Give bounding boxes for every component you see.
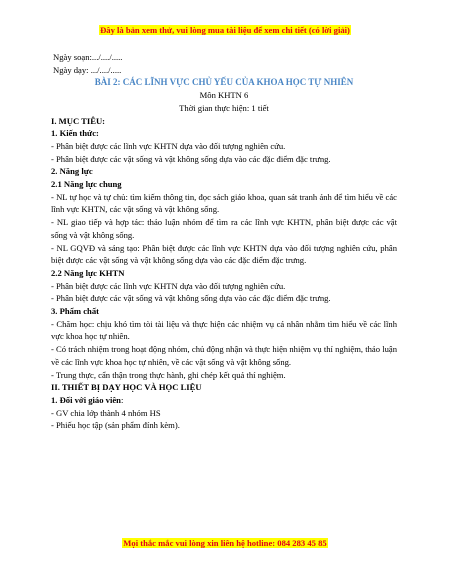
knowledge-item: - Phân biệt được các vật sống và vật không sống dựa vào các đặc điểm đặc trưng.	[51, 153, 331, 164]
quality-item: - Trung thực, cẩn thận trong thực hành, ghi chép kết quả thí nghiệm.	[51, 369, 286, 380]
teacher-heading: 1. Đối với giáo viên	[51, 394, 121, 405]
teacher-item: - Phiếu học tập (sản phẩm đính kèm).	[51, 420, 180, 431]
general-competence-heading: 2.1 Năng lực chung	[51, 179, 122, 190]
preview-notice-banner	[0, 25, 450, 35]
general-competence-item: - NL giao tiếp và hợp tác: thảo luận nhóm để tìm ra các lĩnh vực KHTN, phân biệt được các vật sống và vật không sống.	[51, 217, 397, 240]
hotline-banner	[0, 538, 450, 548]
subject-line: Môn KHTN 6	[199, 90, 249, 101]
teacher-item: - GV chia lớp thành 4 nhóm HS	[51, 407, 161, 418]
general-competence-item: - NL tự học và tự chủ: tìm kiếm thông tin, đọc sách giáo khoa, quan sát tranh ảnh để tìm hiểu về các lĩnh vực KHTN, các vật sống và vật không sống.	[51, 191, 397, 215]
knowledge-heading: 1. Kiến thức:	[51, 128, 99, 139]
lesson-title: BÀI 2: CÁC LĨNH VỰC CHỦ YẾU CỦA KHOA HỌC TỰ NHIÊN	[94, 77, 354, 88]
equipment-heading: II. THIẾT BỊ DẠY HỌC VÀ HỌC LIỆU	[51, 382, 202, 393]
preview-notice-text: Đây là bản xem thử, vui lòng mua tài liệu để xem chi tiết (có lời giải)	[100, 25, 350, 35]
duration-line: Thời gian thực hiện: 1 tiết	[179, 102, 269, 113]
khtn-competence-heading: 2.2 Năng lực KHTN	[51, 267, 125, 278]
knowledge-item: - Phân biệt được các lĩnh vực KHTN dựa vào đối tượng nghiên cứu.	[51, 140, 286, 151]
khtn-competence-item: - Phân biệt được các vật sống và vật không sống dựa vào các đặc điểm đặc trưng.	[51, 293, 331, 304]
quality-item: - Có trách nhiệm trong hoạt động nhóm, chủ động nhận và thực hiện nhiệm vụ thí nghiệm, thảo luận về các lĩnh vực khoa học tự nhiên, về các vật sống và vật không sống.	[51, 344, 397, 367]
lesson-plan-body	[51, 51, 397, 432]
competence-heading: 2. Năng lực	[51, 166, 93, 177]
quality-item: - Chăm học: chịu khó tìm tòi tài liệu và thực hiện các nhiệm vụ cá nhân nhằm tìm hiểu về các lĩnh vực khoa học tự nhiên.	[51, 318, 397, 342]
hotline-text: Mọi thắc mắc vui lòng xin liên hệ hotline: 084 283 45 85	[123, 538, 327, 548]
prepared-date: Ngày soạn:.../..../.....	[53, 52, 123, 62]
objectives-heading: I. MỤC TIÊU:	[51, 115, 106, 126]
general-competence-item: - NL GQVĐ và sáng tạo: Phân biệt được các lĩnh vực KHTN dựa vào đối tượng nghiên cứu, phân biệt được các vật sống và vật không sống dựa vào các đặc điểm đặc trưng.	[51, 242, 397, 266]
quality-heading: 3. Phẩm chất	[51, 306, 99, 317]
teacher-heading-line	[51, 394, 397, 407]
khtn-competence-item: - Phân biệt được các lĩnh vực KHTN dựa vào đối tượng nghiên cứu.	[51, 280, 286, 291]
taught-date: Ngày dạy: .../..../.....	[53, 64, 122, 75]
teacher-heading-colon: :	[120, 394, 124, 405]
